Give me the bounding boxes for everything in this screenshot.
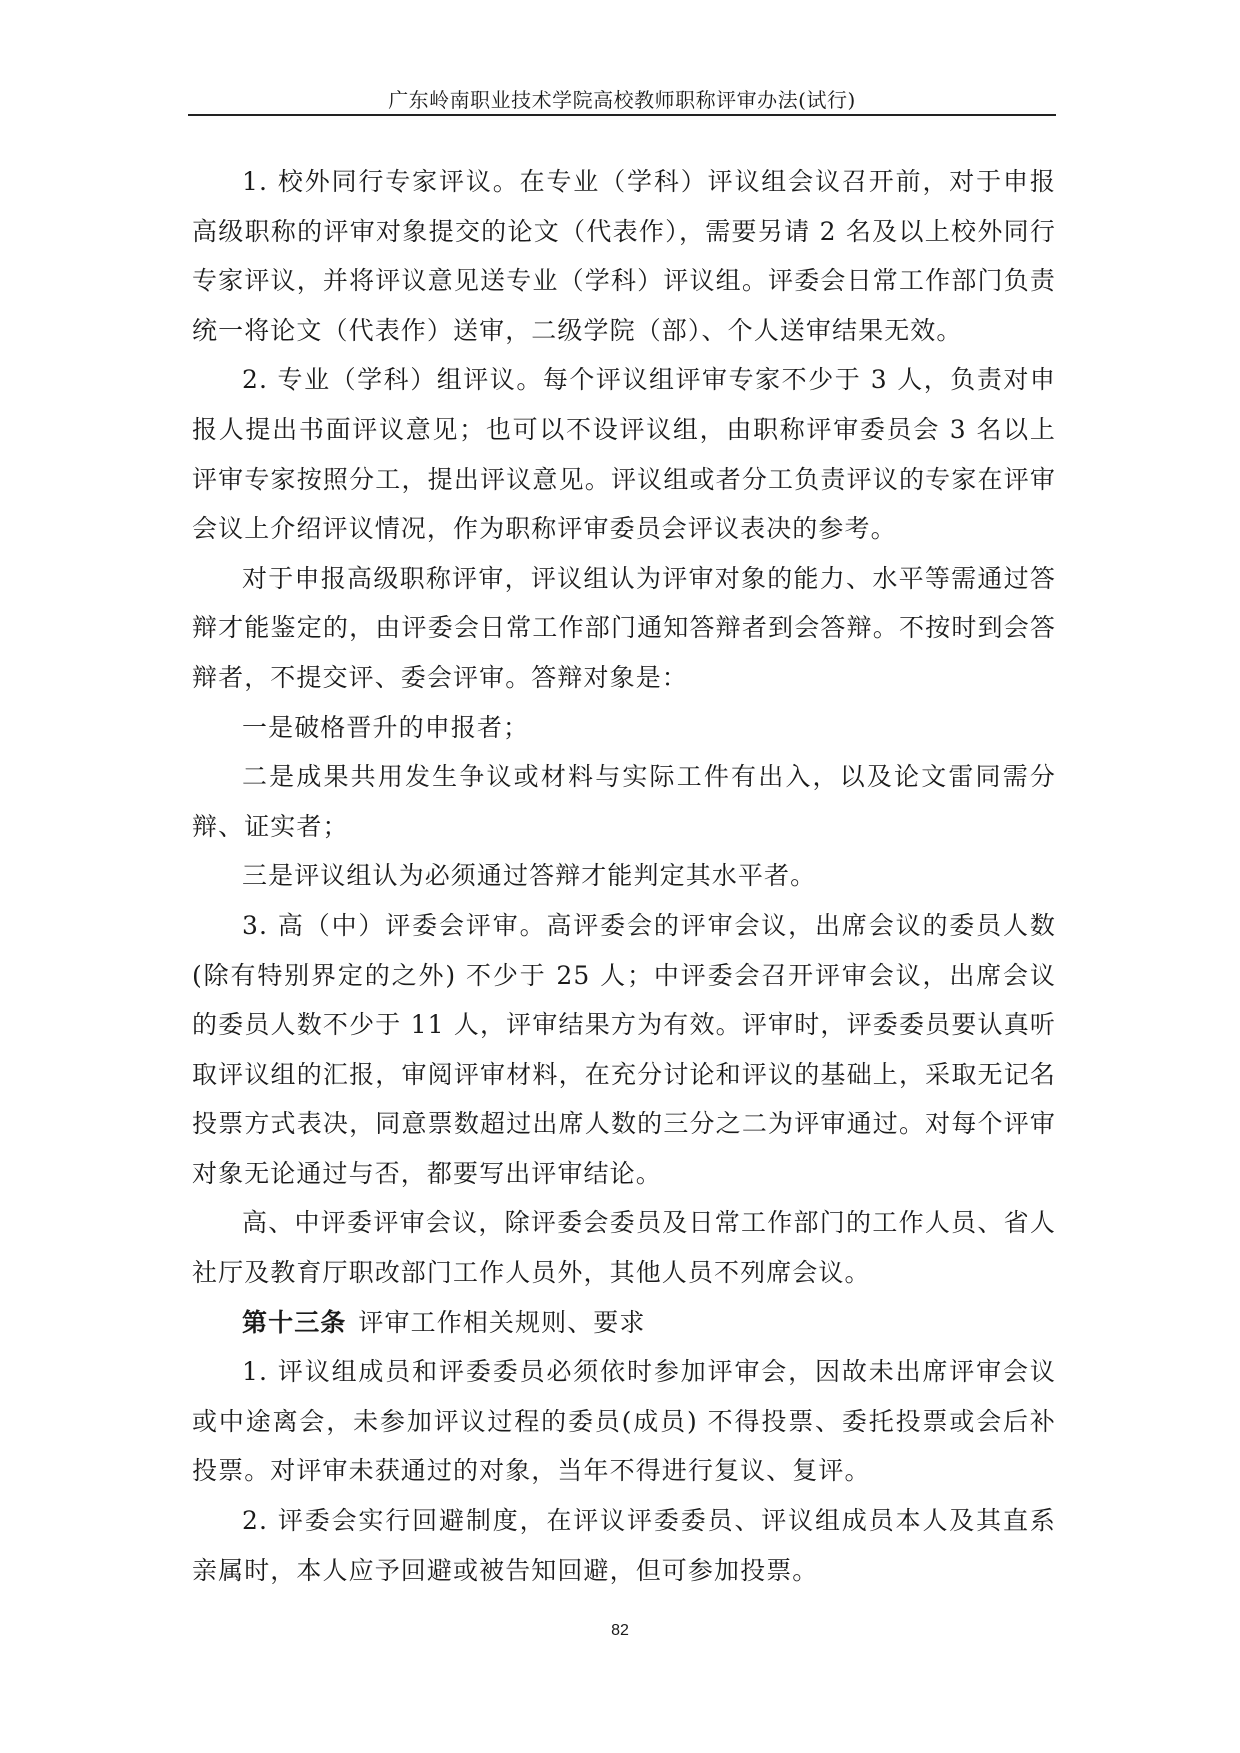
paragraph: 对于申报高级职称评审，评议组认为评审对象的能力、水平等需通过答辩才能鉴定的，由评委会日常工作部门通知答辩者到会答辩。不按时到会答辩者，不提交评、委会评审。答辩对象是： <box>192 563 1056 692</box>
article-heading: 第十三条 <box>242 1307 347 1337</box>
paragraph: 1. 评议组成员和评委委员必须依时参加评审会，因故未出席评审会议或中途离会，未参加评议过程的委员(成员) 不得投票、委托投票或会后补投票。对评审未获通过的对象，当年不得进行复议、复评。 <box>192 1357 1056 1486</box>
page-number: 82 <box>611 1622 629 1639</box>
document-body <box>192 157 1056 1595</box>
article-title: 评审工作相关规则、要求 <box>358 1307 646 1337</box>
paragraph: 二是成果共用发生争议或材料与实际工件有出入，以及论文雷同需分辩、证实者； <box>192 762 1056 841</box>
paragraph: 三是评议组认为必须通过答辩才能判定其水平者。 <box>242 861 817 891</box>
paragraph: 1. 校外同行专家评议。在专业（学科）评议组会议召开前，对于申报高级职称的评审对象提交的论文（代表作），需要另请 2 名及以上校外同行专家评议，并将评议意见送专业（学科）评议组。评委会日常工作部门负责统一将论文（代表作）送审，二级学院（部）、个人送审结果无效。 <box>192 167 1056 345</box>
running-header: 广东岭南职业技术学院高校教师职称评审办法(试行) <box>388 88 856 112</box>
header-rule <box>188 114 1056 116</box>
paragraph: 一是破格晋升的申报者； <box>242 712 530 742</box>
paragraph: 2. 评委会实行回避制度，在评议评委委员、评议组成员本人及其直系亲属时，本人应予回避或被告知回避，但可参加投票。 <box>192 1506 1056 1585</box>
paragraph: 高、中评委评审会议，除评委会委员及日常工作部门的工作人员、省人社厅及教育厅职改部门工作人员外，其他人员不列席会议。 <box>192 1208 1056 1288</box>
article-13-line <box>192 1298 1056 1348</box>
paragraph: 2. 专业（学科）组评议。每个评议组评审专家不少于 3 人，负责对申报人提出书面评议意见；也可以不设评议组，由职称评审委员会 3 名以上评审专家按照分工，提出评议意见。评议组或者分工负责评议的专家在评审会议上介绍评议情况，作为职称评审委员会评议表决的参考。 <box>192 365 1056 544</box>
paragraph: 3. 高（中）评委会评审。高评委会的评审会议，出席会议的委员人数(除有特别界定的之外) 不少于 25 人；中评委会召开评审会议，出席会议的委员人数不少于 11 人，评审结果方为有效。评审时，评委委员要认真听取评议组的汇报，审阅评审材料，在充分讨论和评议的基础上，采取无记名投票方式表决，同意票数超过出席人数的三分之二为评审通过。对每个评审对象无论通过与否，都要写出评审结论。 <box>192 910 1056 1188</box>
